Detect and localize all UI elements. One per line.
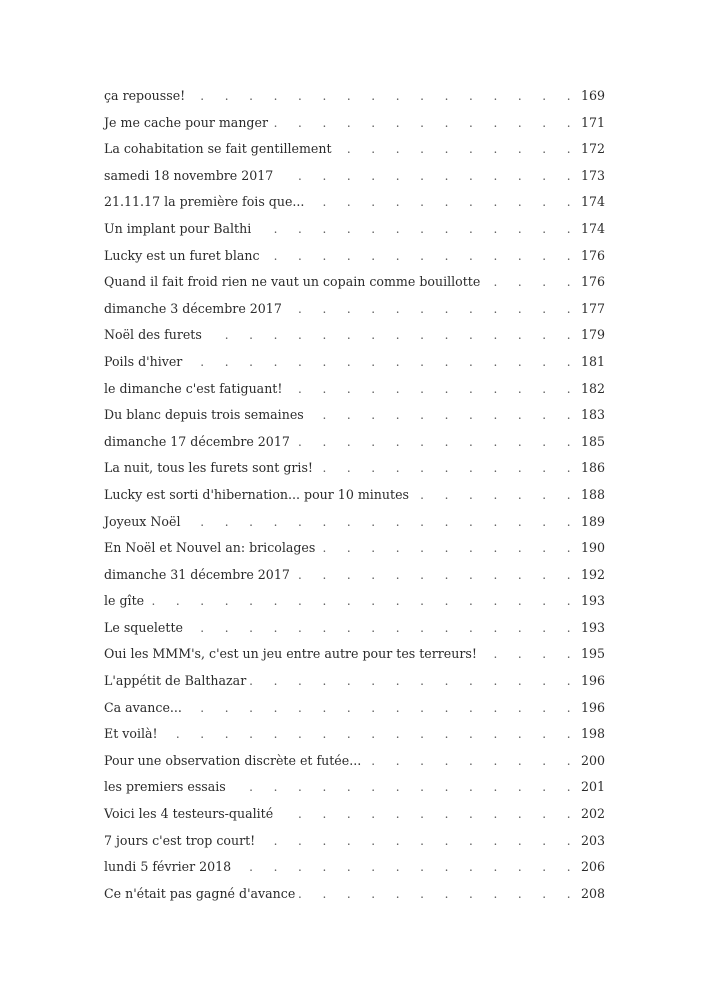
- toc-dot-leader: [186, 352, 579, 372]
- toc-entry-title: Un implant pour Balthi: [104, 220, 252, 236]
- toc-dot-leader: [365, 751, 579, 771]
- toc-entry[interactable]: [104, 698, 605, 725]
- toc-entry-page: 208: [580, 885, 605, 901]
- toc-entry-page: 196: [580, 699, 605, 715]
- toc-dot-leader: [189, 86, 579, 106]
- toc-dot-leader: [299, 884, 579, 904]
- toc-dot-leader: [481, 644, 579, 664]
- toc-entry-page: 200: [580, 752, 605, 768]
- toc-entry-title: Pour une observation discrète et futée...: [104, 752, 362, 768]
- toc-entry-title: Ca avance...: [104, 699, 182, 715]
- toc-dot-leader: [235, 857, 579, 877]
- toc-dot-leader: [308, 192, 579, 212]
- toc-entry-title: En Noël et Nouvel an: bricolages: [104, 540, 316, 556]
- toc-dot-leader: [259, 831, 579, 851]
- toc-entry-title: Ce n'était pas gagné d'avance: [104, 885, 296, 901]
- toc-dot-leader: [185, 512, 579, 532]
- toc-entry-title: le gîte: [104, 593, 145, 609]
- toc-entry[interactable]: [104, 139, 605, 166]
- toc-entry[interactable]: [104, 485, 605, 512]
- toc-entry-page: 206: [580, 859, 605, 875]
- toc-entry[interactable]: [104, 299, 605, 326]
- toc-entry[interactable]: [104, 618, 605, 645]
- toc-entry-title: Joyeux Noël: [104, 513, 181, 529]
- toc-dot-leader: [277, 804, 579, 824]
- toc-entry[interactable]: [104, 432, 605, 459]
- toc-entry[interactable]: [104, 512, 605, 539]
- toc-entry[interactable]: [104, 804, 605, 831]
- toc-entry[interactable]: [104, 777, 605, 804]
- toc-entry[interactable]: [104, 325, 605, 352]
- toc-entry-page: 169: [580, 88, 605, 103]
- toc-entry-page: 172: [580, 141, 605, 157]
- toc-entry-title: Et voilà!: [104, 726, 158, 742]
- toc-entry-title: Je me cache pour manger: [104, 114, 268, 130]
- table-of-contents: [104, 86, 605, 910]
- toc-entry[interactable]: [104, 166, 605, 193]
- toc-entry-title: Oui les MMM's, c'est un jeu entre autre pour tes terreurs!: [104, 646, 477, 662]
- toc-dot-leader: [286, 379, 579, 399]
- toc-entry-title: Lucky est un furet blanc: [104, 247, 260, 263]
- toc-dot-leader: [250, 671, 579, 691]
- toc-dot-leader: [272, 113, 579, 133]
- toc-entry[interactable]: [104, 831, 605, 858]
- toc-entry-page: 173: [580, 167, 605, 183]
- toc-dot-leader: [484, 272, 579, 292]
- toc-entry-title: dimanche 3 décembre 2017: [104, 300, 282, 316]
- toc-entry-page: 201: [580, 779, 605, 795]
- toc-entry[interactable]: [104, 538, 605, 565]
- toc-entry[interactable]: [104, 671, 605, 698]
- toc-dot-leader: [319, 538, 579, 558]
- toc-dot-leader: [317, 458, 579, 478]
- toc-entry-title: Poils d'hiver: [104, 353, 183, 369]
- toc-entry[interactable]: [104, 751, 605, 778]
- toc-entry[interactable]: [104, 724, 605, 751]
- toc-entry[interactable]: [104, 219, 605, 246]
- toc-entry-page: 189: [580, 513, 605, 529]
- toc-dot-leader: [206, 325, 579, 345]
- toc-entry-title: 7 jours c'est trop court!: [104, 832, 256, 848]
- toc-entry-page: 176: [580, 247, 605, 263]
- toc-entry-title: L'appétit de Balthazar: [104, 673, 247, 689]
- toc-entry[interactable]: [104, 379, 605, 406]
- toc-entry-page: 198: [580, 726, 605, 742]
- toc-dot-leader: [148, 591, 579, 611]
- toc-entry-title: dimanche 31 décembre 2017: [104, 566, 290, 582]
- toc-entry-title: Quand il fait froid rien ne vaut un copain comme bouillotte: [104, 274, 481, 290]
- toc-entry-page: 177: [580, 300, 605, 316]
- toc-entry[interactable]: [104, 458, 605, 485]
- toc-dot-leader: [308, 405, 579, 425]
- toc-entry-page: 171: [580, 114, 605, 130]
- toc-entry-page: 188: [580, 486, 605, 502]
- toc-entry[interactable]: [104, 352, 605, 379]
- toc-entry[interactable]: [104, 405, 605, 432]
- toc-entry-title: les premiers essais: [104, 779, 226, 795]
- toc-entry-page: 193: [580, 593, 605, 609]
- toc-entry[interactable]: [104, 565, 605, 592]
- toc-dot-leader: [186, 698, 579, 718]
- toc-dot-leader: [294, 432, 579, 452]
- toc-entry-page: 181: [580, 353, 605, 369]
- toc-entry-page: 174: [580, 220, 605, 236]
- toc-entry-title: dimanche 17 décembre 2017: [104, 433, 290, 449]
- toc-entry[interactable]: [104, 192, 605, 219]
- toc-dot-leader: [230, 777, 579, 797]
- toc-entry-page: 179: [580, 327, 605, 343]
- toc-dot-leader: [286, 299, 579, 319]
- toc-entry-page: 186: [580, 460, 605, 476]
- toc-entry[interactable]: [104, 884, 605, 911]
- toc-entry[interactable]: [104, 272, 605, 299]
- toc-dot-leader: [336, 139, 579, 159]
- toc-entry-title: Voici les 4 testeurs-qualité: [104, 806, 274, 822]
- toc-entry[interactable]: [104, 857, 605, 884]
- toc-dot-leader: [162, 724, 579, 744]
- toc-entry-page: 190: [580, 540, 605, 556]
- toc-entry-page: 196: [580, 673, 605, 689]
- toc-entry-page: 185: [580, 433, 605, 449]
- toc-entry-page: 176: [580, 274, 605, 290]
- toc-dot-leader: [277, 166, 579, 186]
- toc-entry-title: Lucky est sorti d'hibernation... pour 10 minutes: [104, 486, 409, 502]
- toc-entry-page: 195: [580, 646, 605, 662]
- toc-entry-title: lundi 5 février 2018: [104, 859, 232, 875]
- toc-entry[interactable]: [104, 644, 605, 671]
- toc-entry-title: 21.11.17 la première fois que...: [104, 194, 305, 210]
- toc-entry[interactable]: [104, 246, 605, 273]
- toc-entry-title: La nuit, tous les furets sont gris!: [104, 460, 313, 476]
- toc-entry-page: 203: [580, 832, 605, 848]
- toc-entry-title: Noël des furets: [104, 327, 202, 343]
- toc-entry-title: La cohabitation se fait gentillement: [104, 141, 332, 157]
- toc-entry[interactable]: [104, 86, 605, 113]
- toc-entry-page: 183: [580, 407, 605, 423]
- toc-entry-page: 192: [580, 566, 605, 582]
- toc-entry-page: 202: [580, 806, 605, 822]
- toc-entry-page: 174: [580, 194, 605, 210]
- toc-dot-leader: [294, 565, 579, 585]
- toc-entry[interactable]: [104, 113, 605, 140]
- toc-entry-title: le dimanche c'est fatiguant!: [104, 380, 283, 396]
- toc-entry-title: ça repousse!: [104, 88, 186, 103]
- toc-entry-title: samedi 18 novembre 2017: [104, 167, 274, 183]
- toc-entry-page: 193: [580, 619, 605, 635]
- toc-entry[interactable]: [104, 591, 605, 618]
- toc-dot-leader: [413, 485, 579, 505]
- toc-entry-page: 182: [580, 380, 605, 396]
- toc-dot-leader: [255, 219, 579, 239]
- toc-dot-leader: [187, 618, 579, 638]
- toc-entry-title: Du blanc depuis trois semaines: [104, 407, 304, 423]
- toc-dot-leader: [264, 246, 579, 266]
- toc-entry-title: Le squelette: [104, 619, 183, 635]
